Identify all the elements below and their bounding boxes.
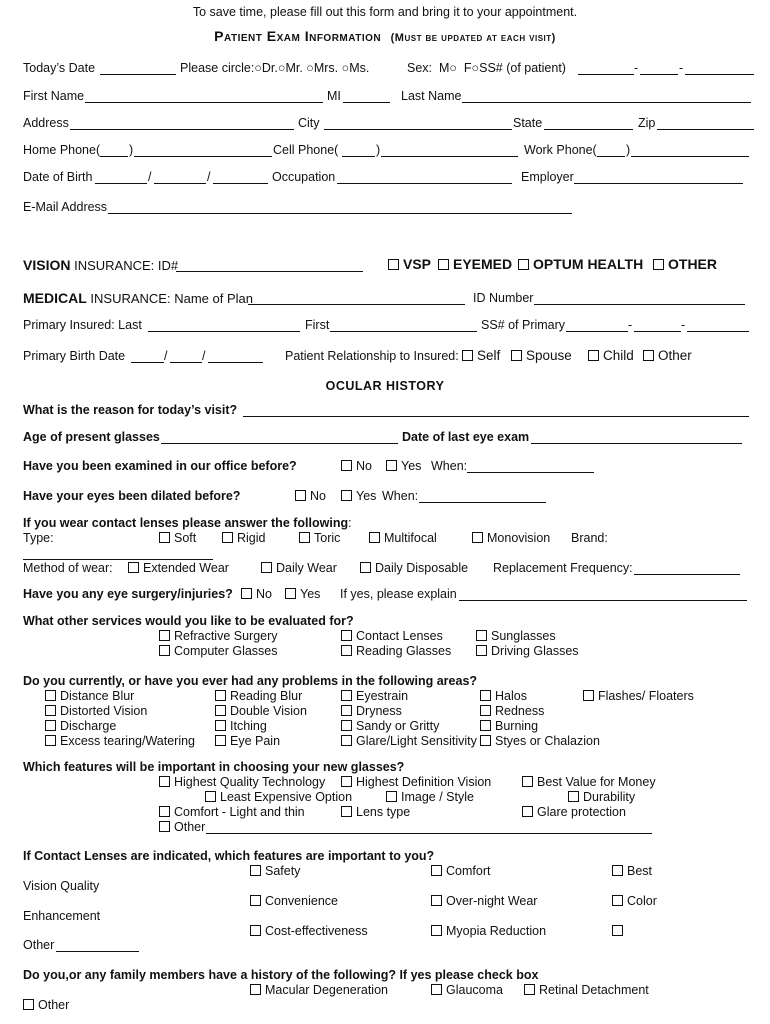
cell-phone-paren: ) xyxy=(376,143,381,157)
type-multifocal[interactable]: Multifocal xyxy=(369,531,437,546)
services-question: What other services would you like to be evaluated for? xyxy=(23,614,354,628)
plan-name-field[interactable] xyxy=(248,291,465,305)
problem-distance-blur[interactable]: Distance Blur xyxy=(45,689,134,704)
ss-primary-dash-2: - xyxy=(681,318,686,332)
ssn-field-3[interactable] xyxy=(685,61,754,75)
family-retinal[interactable]: Retinal Detachment xyxy=(524,983,649,998)
ss-primary-dash-1: - xyxy=(628,318,633,332)
work-phone-label: Work Phone( xyxy=(524,143,597,157)
id-number-field[interactable] xyxy=(534,291,745,305)
dob-label: Date of Birth xyxy=(23,170,93,184)
ssn-field-1[interactable] xyxy=(578,61,634,75)
last-name-field[interactable] xyxy=(462,89,751,103)
sex-female-option[interactable]: F○ xyxy=(463,61,480,75)
feature-other[interactable]: Other xyxy=(159,820,205,835)
todays-date-field[interactable] xyxy=(100,61,176,75)
ocular-history-heading: OCULAR HISTORY xyxy=(325,379,445,393)
first-name-field[interactable] xyxy=(85,89,323,103)
city-label: City xyxy=(298,116,320,130)
subtitle-text: (Must be updated at each visit) xyxy=(390,32,556,44)
ssn-dash-1: - xyxy=(634,61,639,75)
relationship-self[interactable]: Self xyxy=(462,348,500,363)
last-exam-label: Date of last eye exam xyxy=(402,430,530,444)
form-title xyxy=(0,29,770,46)
features-question: Which features will be important in choosing your new glasses? xyxy=(23,760,405,774)
problem-reading-blur[interactable]: Reading Blur xyxy=(215,689,302,704)
occupation-label: Occupation xyxy=(272,170,336,184)
problem-glare[interactable]: Glare/Light Sensitivity xyxy=(341,734,477,749)
problem-burning[interactable]: Burning xyxy=(480,719,538,734)
intro-text: To save time, please fill out this form and bring it to your appointment. xyxy=(192,5,578,19)
problem-sandy[interactable]: Sandy or Gritty xyxy=(341,719,439,734)
problems-question: Do you currently, or have you ever had any problems in the following areas? xyxy=(23,674,478,688)
please-circle-label xyxy=(180,61,369,76)
medical-rest-text: INSURANCE: Name of Plan xyxy=(90,291,253,306)
type-toric[interactable]: Toric xyxy=(299,531,340,546)
explain-field[interactable] xyxy=(459,587,747,601)
service-sunglasses[interactable]: Sunglasses xyxy=(476,629,556,644)
title-option-dr[interactable]: ○Dr. xyxy=(254,61,278,75)
service-contacts[interactable]: Contact Lenses xyxy=(341,629,443,644)
medical-text: MEDICAL xyxy=(23,290,87,306)
address-field[interactable] xyxy=(70,116,294,130)
email-field[interactable] xyxy=(108,200,572,214)
state-label: State xyxy=(513,116,543,130)
primary-birth-slash-1: / xyxy=(164,349,168,363)
cl-feature-safety[interactable]: Safety xyxy=(250,864,300,879)
cl-feature-enhancement: Enhancement xyxy=(23,909,101,923)
family-macular[interactable]: Macular Degeneration xyxy=(250,983,388,998)
problem-eyestrain[interactable]: Eyestrain xyxy=(341,689,408,704)
home-phone-paren: ) xyxy=(129,143,134,157)
vision-insurance-label xyxy=(23,258,178,273)
type-soft[interactable]: Soft xyxy=(159,531,196,546)
relationship-spouse[interactable]: Spouse xyxy=(511,348,572,363)
family-glaucoma[interactable]: Glaucoma xyxy=(431,983,503,998)
title-option-ms[interactable]: ○Ms. xyxy=(341,61,370,75)
vision-option-optum[interactable]: OPTUM HEALTH xyxy=(518,257,643,272)
relationship-label: Patient Relationship to Insured: xyxy=(285,349,459,363)
state-field[interactable] xyxy=(544,116,633,130)
feature-least-expensive[interactable]: Least Expensive Option xyxy=(205,790,352,805)
cl-feature-convenience[interactable]: Convenience xyxy=(250,894,338,909)
family-other[interactable]: Other xyxy=(23,998,69,1013)
medical-insurance-label xyxy=(23,291,253,306)
type-rigid[interactable]: Rigid xyxy=(222,531,266,546)
method-label: Method of wear: xyxy=(23,561,113,575)
explain-label: If yes, please explain xyxy=(340,587,457,601)
dob-slash-1: / xyxy=(148,170,152,184)
primary-first-field[interactable] xyxy=(330,318,477,332)
method-daily[interactable]: Daily Wear xyxy=(261,561,337,576)
todays-date-label: Today’s Date xyxy=(23,61,96,75)
mi-field[interactable] xyxy=(343,89,390,103)
cl-feature-color[interactable]: Color xyxy=(612,894,657,909)
replacement-field[interactable] xyxy=(634,561,740,575)
problem-distorted[interactable]: Distorted Vision xyxy=(45,704,147,719)
vision-option-other[interactable]: OTHER xyxy=(653,257,717,272)
cl-feature-cost[interactable]: Cost-effectiveness xyxy=(250,924,368,939)
primary-birth-slash-2: / xyxy=(202,349,206,363)
primary-birth-year[interactable] xyxy=(208,349,263,363)
ss-primary-field-2[interactable] xyxy=(634,318,681,332)
problem-itching[interactable]: Itching xyxy=(215,719,267,734)
dob-month-field[interactable] xyxy=(95,170,147,184)
feature-quality[interactable]: Highest Quality Technology xyxy=(159,775,325,790)
contact-features-question: If Contact Lenses are indicated, which features are important to you? xyxy=(23,849,435,863)
dob-slash-2: / xyxy=(207,170,211,184)
reason-label: What is the reason for today’s visit? xyxy=(23,403,238,417)
problem-halos[interactable]: Halos xyxy=(480,689,527,704)
service-driving[interactable]: Driving Glasses xyxy=(476,644,579,659)
vision-rest-text: INSURANCE: ID# xyxy=(74,258,179,273)
city-field[interactable] xyxy=(324,116,512,130)
id-number-label: ID Number xyxy=(473,291,534,305)
problem-styes[interactable]: Styes or Chalazion xyxy=(480,734,600,749)
occupation-field[interactable] xyxy=(337,170,512,184)
problem-redness[interactable]: Redness xyxy=(480,704,544,719)
feature-glare[interactable]: Glare protection xyxy=(522,805,626,820)
dob-year-field[interactable] xyxy=(213,170,268,184)
dilated-before-label: Have your eyes been dilated before? xyxy=(23,489,241,503)
reason-field[interactable] xyxy=(243,403,749,417)
service-reading[interactable]: Reading Glasses xyxy=(341,644,451,659)
vision-id-field[interactable] xyxy=(176,258,363,272)
service-refractive[interactable]: Refractive Surgery xyxy=(159,629,278,644)
sex-text: Sex: xyxy=(407,61,433,75)
cl-feature-vision-quality: Vision Quality xyxy=(23,879,100,893)
last-exam-field[interactable] xyxy=(531,430,742,444)
ss-primary-field-3[interactable] xyxy=(687,318,749,332)
type-label: Type: xyxy=(23,531,54,545)
dilated-no[interactable]: No xyxy=(295,489,326,504)
dilated-yes[interactable]: Yes xyxy=(341,489,376,504)
cl-feature-overnight[interactable]: Over-night Wear xyxy=(431,894,537,909)
problem-tearing[interactable]: Excess tearing/Watering xyxy=(45,734,195,749)
brand-field[interactable] xyxy=(23,546,213,560)
feature-other-field[interactable] xyxy=(206,820,652,834)
surgery-label: Have you any eye surgery/injuries? xyxy=(23,587,233,601)
cell-phone-field[interactable] xyxy=(381,143,518,157)
cl-feature-other-label: Other xyxy=(23,938,55,952)
primary-birth-day[interactable] xyxy=(170,349,202,363)
mi-label: MI xyxy=(327,89,341,103)
title-option-mrs[interactable]: ○Mrs. xyxy=(306,61,339,75)
feature-definition[interactable]: Highest Definition Vision xyxy=(341,775,491,790)
employer-label: Employer xyxy=(521,170,574,184)
work-phone-area-field[interactable] xyxy=(597,143,625,157)
brand-label: Brand: xyxy=(571,531,608,545)
service-computer[interactable]: Computer Glasses xyxy=(159,644,278,659)
type-monovision[interactable]: Monovision xyxy=(472,531,550,546)
home-phone-label: Home Phone( xyxy=(23,143,101,157)
problem-flashes[interactable]: Flashes/ Floaters xyxy=(583,689,694,704)
title-text: Patient Exam Information xyxy=(214,28,382,44)
family-question: Do you,or any family members have a history of the following? If yes please check box xyxy=(23,968,539,982)
zip-field[interactable] xyxy=(657,116,754,130)
primary-birth-label: Primary Birth Date xyxy=(23,349,126,363)
relationship-other[interactable]: Other xyxy=(643,348,692,363)
ss-primary-field-1[interactable] xyxy=(566,318,628,332)
title-option-mr[interactable]: ○Mr. xyxy=(277,61,303,75)
examined-when-label: When: xyxy=(431,459,468,473)
examined-when-field[interactable] xyxy=(467,459,594,473)
cl-feature-comfort[interactable]: Comfort xyxy=(431,864,490,879)
employer-field[interactable] xyxy=(574,170,743,184)
dilated-when-field[interactable] xyxy=(419,489,546,503)
last-name-label: Last Name xyxy=(401,89,462,103)
cell-phone-label: Cell Phone( xyxy=(273,143,339,157)
please-circle-text: Please circle: xyxy=(180,61,255,75)
cl-feature-other-field[interactable] xyxy=(56,938,139,952)
ssn-dash-2: - xyxy=(679,61,684,75)
feature-comfort[interactable]: Comfort - Light and thin xyxy=(159,805,305,820)
feature-durability[interactable]: Durability xyxy=(568,790,635,805)
email-label: E-Mail Address xyxy=(23,200,108,214)
work-phone-paren: ) xyxy=(626,143,631,157)
age-glasses-field[interactable] xyxy=(161,430,398,444)
ssn-label: SS# (of patient) xyxy=(479,61,566,75)
home-phone-field[interactable] xyxy=(134,143,272,157)
vision-option-vsp[interactable]: VSP xyxy=(388,257,431,272)
primary-last-field[interactable] xyxy=(148,318,300,332)
examined-no[interactable]: No xyxy=(341,459,372,474)
address-label: Address xyxy=(23,116,69,130)
sex-male-option[interactable]: M○ xyxy=(438,61,457,75)
cell-phone-area-field[interactable] xyxy=(342,143,375,157)
problem-double[interactable]: Double Vision xyxy=(215,704,307,719)
problem-discharge[interactable]: Discharge xyxy=(45,719,116,734)
home-phone-area-field[interactable] xyxy=(100,143,128,157)
dilated-when-label: When: xyxy=(382,489,419,503)
ss-primary-label: SS# of Primary xyxy=(481,318,566,332)
contacts-intro: If you wear contact lenses please answer the following: xyxy=(23,516,352,530)
primary-insured-label: Primary Insured: Last xyxy=(23,318,142,332)
problem-eye-pain[interactable]: Eye Pain xyxy=(215,734,280,749)
examined-yes[interactable]: Yes xyxy=(386,459,421,474)
feature-image[interactable]: Image / Style xyxy=(386,790,474,805)
primary-first-label: First xyxy=(305,318,330,332)
ssn-field-2[interactable] xyxy=(640,61,678,75)
cl-feature-best[interactable]: Best xyxy=(612,864,652,879)
feature-value[interactable]: Best Value for Money xyxy=(522,775,656,790)
first-name-label: First Name xyxy=(23,89,85,103)
surgery-no[interactable]: No xyxy=(241,587,272,602)
age-glasses-label: Age of present glasses xyxy=(23,430,160,444)
vision-text: VISION xyxy=(23,257,71,273)
zip-label: Zip xyxy=(638,116,656,130)
examined-before-label: Have you been examined in our office before? xyxy=(23,459,297,473)
method-extended[interactable]: Extended Wear xyxy=(128,561,229,576)
cl-feature-other-checkbox[interactable] xyxy=(612,924,627,939)
cl-feature-myopia[interactable]: Myopia Reduction xyxy=(431,924,546,939)
vision-option-eyemed[interactable]: EYEMED xyxy=(438,257,512,272)
dob-day-field[interactable] xyxy=(154,170,206,184)
surgery-yes[interactable]: Yes xyxy=(285,587,320,602)
primary-birth-month[interactable] xyxy=(131,349,164,363)
work-phone-field[interactable] xyxy=(631,143,749,157)
feature-lens-type[interactable]: Lens type xyxy=(341,805,410,820)
relationship-child[interactable]: Child xyxy=(588,348,634,363)
replacement-label: Replacement Frequency: xyxy=(493,561,633,575)
sex-label xyxy=(407,61,566,76)
method-disposable[interactable]: Daily Disposable xyxy=(360,561,468,576)
problem-dryness[interactable]: Dryness xyxy=(341,704,402,719)
